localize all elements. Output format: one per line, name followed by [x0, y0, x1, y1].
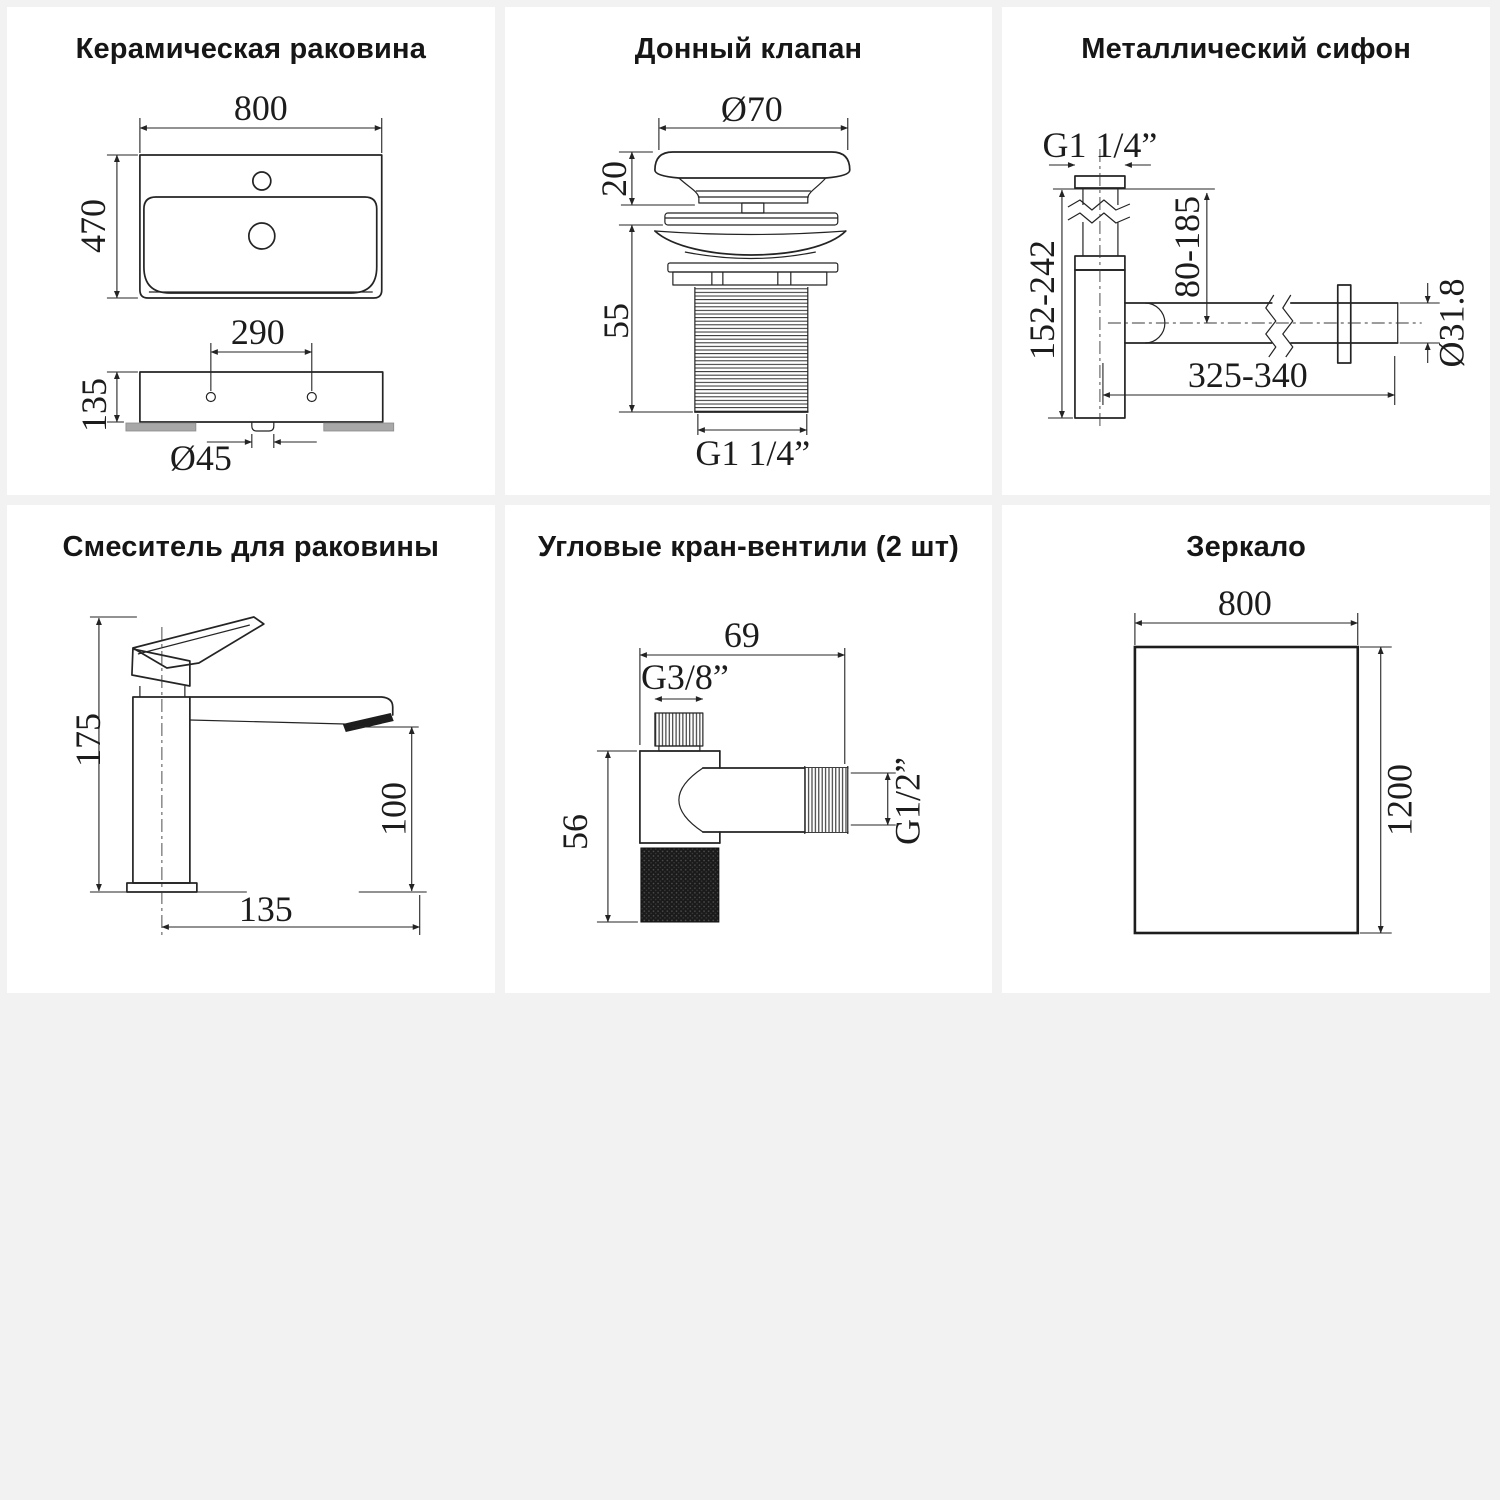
dim-label-inlet-thread: G1 1/4”	[1042, 124, 1158, 166]
dim-label-depth: 470	[72, 199, 113, 253]
panel-drain-valve	[505, 7, 993, 495]
dim-label-spout-height: 100	[373, 782, 414, 836]
spout-aerator	[343, 713, 394, 732]
dim-label-outlet-thread: G1/2”	[887, 757, 928, 845]
dim-label-length-range: 325-340	[1188, 354, 1309, 396]
break-line	[1068, 213, 1130, 223]
dim-label-side-height: 135	[73, 378, 114, 432]
dimension-labels	[1022, 125, 1472, 395]
object-lines	[126, 155, 394, 431]
sink-foot-pad	[324, 423, 394, 431]
dim-label-height-range: 152-242	[1022, 240, 1063, 360]
panel-metal-siphon	[1002, 7, 1490, 495]
panel-title: Керамическая раковина	[75, 33, 427, 65]
panel-title: Смеситель для раковины	[62, 531, 440, 563]
break-line	[1266, 295, 1276, 357]
dim-label-thread: G1 1/4”	[695, 432, 810, 474]
break-line	[1068, 200, 1130, 210]
sink-foot-pad	[126, 423, 196, 431]
dim-label-width: 800	[233, 87, 288, 129]
knurled-handle	[641, 848, 719, 922]
panel-title: Донный клапан	[634, 33, 863, 65]
panel-mirror	[1002, 505, 1490, 993]
dim-label-inlet-thread: G3/8”	[640, 656, 729, 698]
mirror-drawing	[1002, 505, 1490, 993]
panel-title: Зеркало	[1186, 531, 1307, 563]
dim-label-height: 1200	[1380, 764, 1421, 836]
dim-label-cap-diameter: Ø70	[720, 88, 783, 130]
dimension-labels	[68, 713, 414, 929]
faucet-handle	[133, 617, 264, 668]
siphon-drawing	[1002, 7, 1490, 495]
dim-label-cap-height: 20	[593, 161, 634, 197]
drain-valve-drawing	[505, 7, 993, 495]
thread-texture	[655, 713, 703, 746]
object-lines	[640, 713, 848, 922]
dim-label-inlet-depth-range: 80-185	[1167, 196, 1208, 298]
faucet-drawing	[7, 505, 495, 993]
dim-label-width: 800	[1218, 582, 1273, 624]
thread-texture	[695, 287, 808, 412]
panel-angle-valves	[505, 505, 993, 993]
dim-label-height: 175	[67, 713, 108, 767]
dim-label-hole-spacing: 290	[230, 311, 285, 353]
panel-ceramic-sink	[7, 7, 495, 495]
break-line	[1283, 295, 1293, 357]
dim-label-height: 56	[554, 814, 595, 850]
spec-sheet	[7, 7, 1490, 993]
dim-label-body-length: 55	[595, 303, 636, 339]
sink-drawing	[7, 7, 495, 495]
dimension-labels	[73, 88, 288, 478]
sink-drain-stub	[252, 422, 274, 431]
dim-label-spout-reach: 135	[238, 888, 293, 930]
dim-label-length: 69	[723, 614, 760, 656]
dim-label-pipe-diameter: Ø31.8	[1432, 278, 1472, 368]
dimension-labels	[555, 615, 928, 850]
object-lines	[1135, 647, 1358, 933]
wall-flange	[1338, 285, 1351, 363]
object-lines	[127, 617, 394, 935]
dimension-lines	[90, 617, 427, 935]
dim-label-drain-hole: Ø45	[169, 437, 232, 479]
object-lines	[655, 152, 850, 412]
panel-basin-faucet	[7, 505, 495, 993]
panel-title: Металлический сифон	[1081, 33, 1412, 65]
panel-title: Угловые кран-вентили (2 шт)	[537, 531, 960, 563]
mirror-outline	[1135, 647, 1358, 933]
thread-texture	[804, 768, 847, 832]
angle-valve-drawing	[505, 505, 993, 993]
